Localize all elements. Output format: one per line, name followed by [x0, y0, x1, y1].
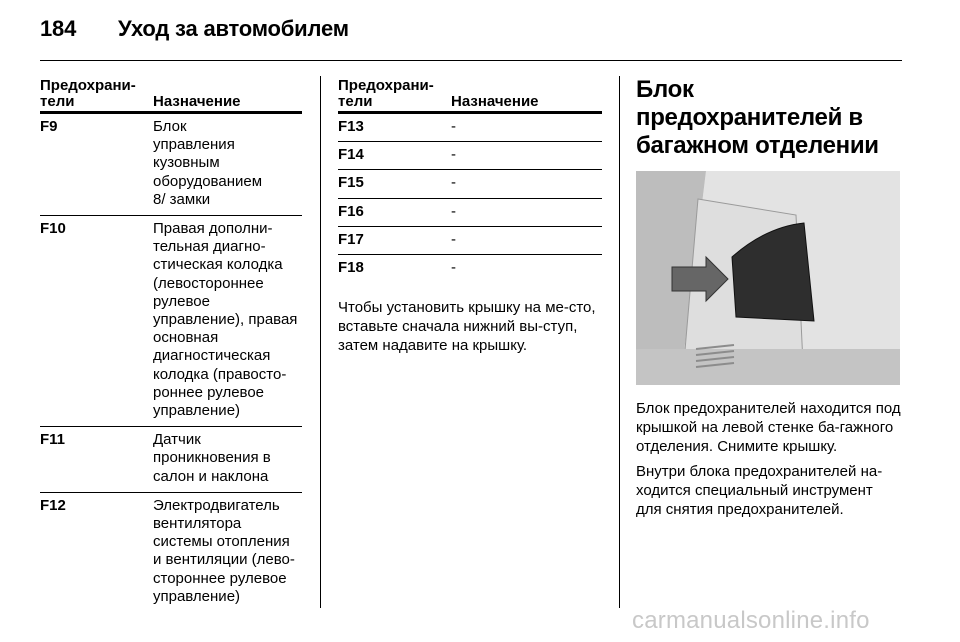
table-row [338, 255, 602, 282]
fuse-id: F17 [338, 230, 364, 248]
fuse-id: F15 [338, 174, 364, 192]
header-fuses: Предохрани- тели [40, 77, 136, 110]
fuse-id: F16 [338, 202, 364, 220]
left-fuse-table [40, 76, 302, 612]
fuse-purpose: - [451, 202, 456, 220]
fuse-id: F14 [338, 146, 364, 164]
tool-paragraph: Внутри блока предохранителей на-ходится специальный инструмент для снятия предохранителей. [636, 463, 883, 518]
fuse-id: F10 [40, 220, 66, 238]
fuse-purpose: - [451, 174, 456, 192]
section-title: Блок предохранителей в багажном отделении [636, 76, 879, 159]
table-row [338, 114, 602, 142]
page-title: Уход за автомобилем [118, 16, 349, 41]
fuse-purpose: - [451, 230, 456, 248]
table-row [338, 170, 602, 198]
fuse-id: F18 [338, 259, 364, 277]
fuse-id: F12 [40, 496, 66, 514]
table-row [40, 114, 302, 216]
trunk-fuse-section [636, 76, 902, 519]
table-row [338, 227, 602, 255]
fuse-purpose: Правая дополни-тельная диагно-стическая колодка (левостороннее рулевое управление), правая основная диагностическая колодка (правосто-роннее рулевое управление) [153, 220, 298, 420]
table-row [40, 216, 302, 427]
header-fuses: Предохрани- тели [338, 77, 434, 110]
middle-fuse-table [338, 76, 602, 355]
page-number: 184 [40, 16, 77, 41]
fuse-purpose: - [451, 259, 456, 277]
location-paragraph: Блок предохранителей находится под крышкой на левой стенке ба-гажного отделения. Снимите крышку. [636, 400, 901, 455]
column-divider-1 [320, 76, 321, 608]
fuse-id: F13 [338, 118, 364, 135]
fuse-purpose: - [451, 146, 456, 164]
table-row [338, 142, 602, 170]
table-row [338, 199, 602, 227]
header-divider [40, 60, 902, 61]
watermark: carmanualsonline.info [632, 607, 870, 634]
fuse-id: F11 [40, 431, 66, 449]
fuse-purpose: - [451, 118, 456, 135]
table-row [40, 427, 302, 493]
page-header [40, 16, 349, 42]
table-row [40, 493, 302, 612]
header-purpose: Назначение [451, 93, 539, 110]
fuse-purpose: Электродвигатель вентилятора системы отопления и вентиляции (лево-стороннее рулевое управление) [153, 496, 295, 605]
install-cover-note: Чтобы установить крышку на ме-сто, вставьте сначала нижний вы-ступ, затем надавите на крышку. [338, 299, 596, 355]
table-header [40, 76, 302, 114]
table-header [338, 76, 602, 114]
fuse-purpose: Датчик проникновения в салон и наклона [153, 431, 271, 485]
fuse-id: F9 [40, 118, 58, 135]
header-purpose: Назначение [153, 93, 241, 110]
trunk-fuse-cover-photo [636, 171, 900, 385]
fuse-purpose: Блок управления кузовным оборудованием 8/ замки [153, 118, 263, 208]
trunk-interior-illustration [636, 171, 900, 385]
column-divider-2 [619, 76, 620, 608]
